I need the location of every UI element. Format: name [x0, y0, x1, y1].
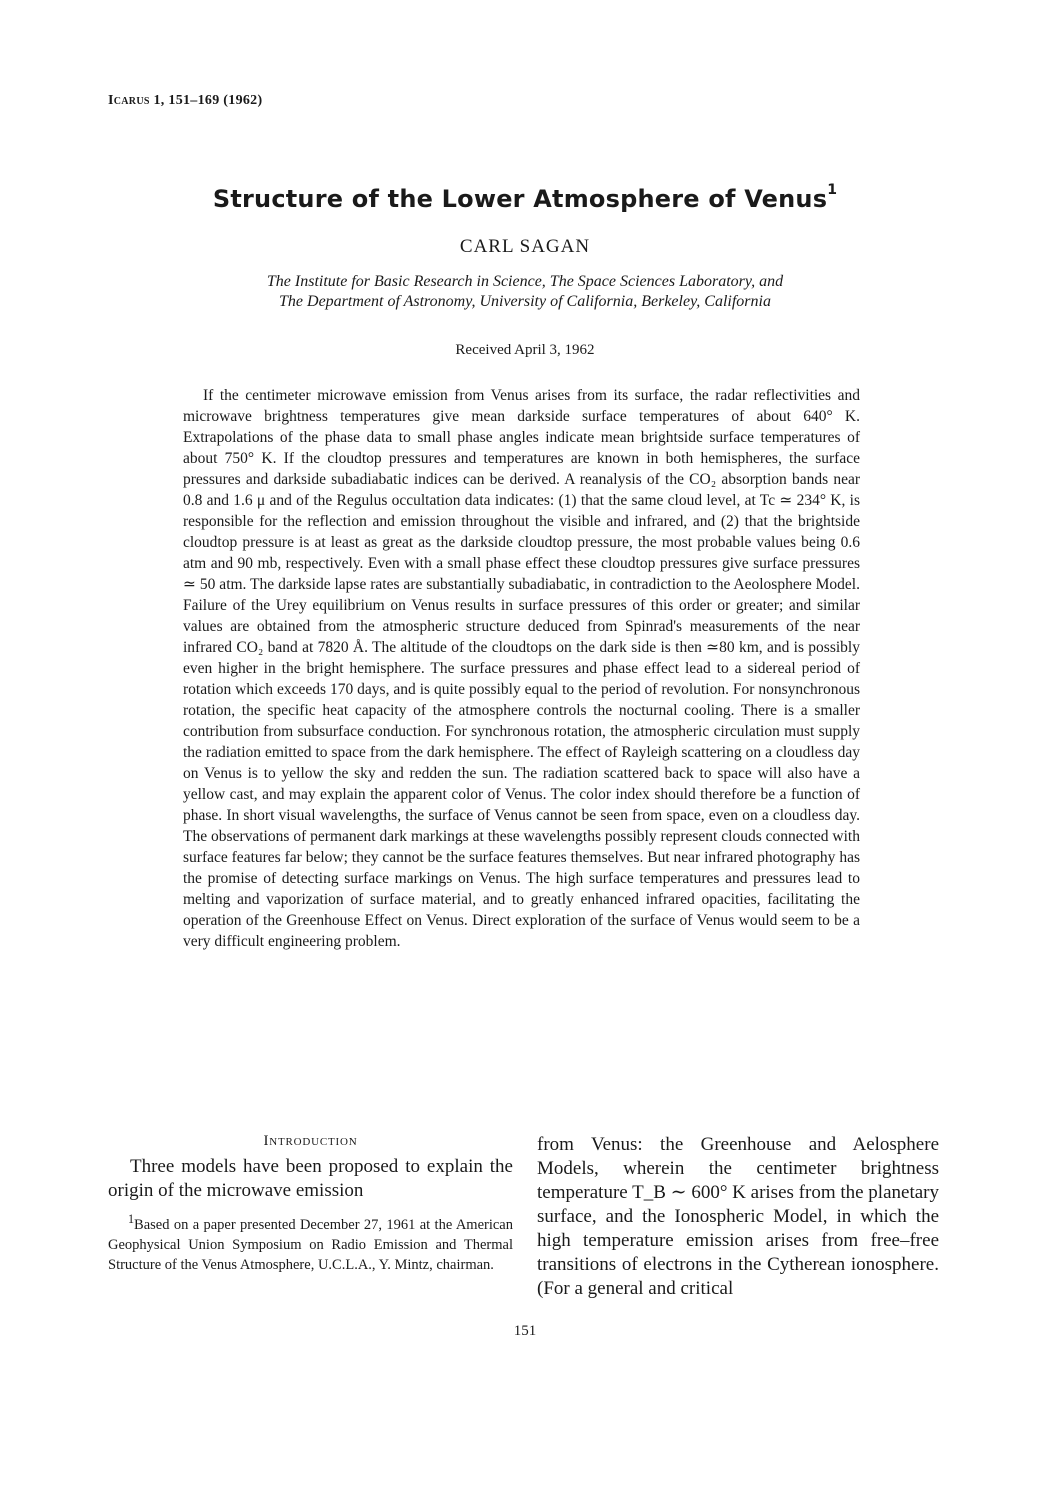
introduction-text-left: Three models have been proposed to explain the origin of the microwave emission [108, 1156, 513, 1201]
introduction-text-right: from Venus: the Greenhouse and Aelosphere Models, wherein the centimeter brightness temperature T_B ∼ 600° K arises from the planetary surface, and the Ionospheric Model, in which the high temperature emission arises from free–free transitions of electrons in the Cytherean ionosphere. (For a general and critical [537, 1134, 939, 1299]
received-date: Received April 3, 1962 [455, 342, 595, 358]
affiliation-line-2: The Department of Astronomy, University of California, Berkeley, California [279, 293, 771, 310]
author-name: CARL SAGAN [459, 236, 591, 257]
footnote-text: Based on a paper presented December 27, 1961 at the American Geophysical Union Symposium on Radio Emission and Thermal Structure of the Venus Atmosphere, U.C.L.A., Y. Mintz, chairman. [108, 1216, 513, 1273]
footnote [108, 1209, 513, 1275]
page-number: 151 [513, 1323, 537, 1339]
left-column [108, 1133, 513, 1275]
affiliation [0, 272, 1050, 312]
affiliation-line-1: The Institute for Basic Research in Science, The Space Sciences Laboratory, and [266, 273, 784, 290]
article-title-block [0, 182, 1050, 213]
journal-citation: 1, 151–169 (1962) [149, 93, 263, 108]
introduction-heading: Introduction [263, 1133, 358, 1149]
footnote-mark: 1 [128, 1212, 135, 1226]
article-title: Structure of the Lower Atmosphere of Venus [212, 185, 828, 213]
right-column [537, 1133, 939, 1301]
abstract: If the centimeter microwave emission from Venus arises from its surface, the radar reflectivities and microwave brightness temperatures give mean darkside surface temperatures of about 640° K. Extrapolations of the phase data to small phase angles indicate mean brightside surface temperatures of about 750° K. If the cloudtop pressures and temperatures are known in both hemispheres, the surface pressures and darkside subadiabatic indices can be derived. A reanalysis of the CO₂ absorption bands near 0.8 and 1.6 μ and of the Regulus occultation data indicates: (1) that the same cloud level, at Tc ≃ 234° K, is responsible for the reflection and emission throughout the visible and infrared, and (2) that the brightside cloudtop pressure is at least as great as the darkside cloudtop pressure, the most probable values being 0.6 atm and 90 mb, respectively. Even with a small phase effect these cloudtop pressures give surface pressures ≃ 50 atm. The darkside lapse rates are substantially subadiabatic, in contradiction to the Aeolosphere Model. Failure of the Urey equilibrium on Venus results in surface pressures of this order or greater; and similar values are obtained from the atmospheric structure deduced from Spinrad's measurements of the near infrared CO₂ band at 7820 Å. The altitude of the cloudtops on the dark side is then ≃80 km, and is possibly even higher in the bright hemisphere. The surface pressures and phase effect lead to a sidereal period of rotation which exceeds 170 days, and is quite possibly equal to the period of revolution. For nonsynchronous rotation, the specific heat capacity of the atmosphere controls the nocturnal cooling. There is a smaller contribution from subsurface conduction. For synchronous rotation, the atmospheric circulation must supply the radiation emitted to space from the dark hemisphere. The effect of Rayleigh scattering on a cloudless day on Venus is to yellow the sky and redden the sun. The radiation scattered back to space will also have a yellow cast, and may explain the apparent color of Venus. The color index should therefore be a function of phase. In short visual wavelengths, the surface of Venus cannot be seen from space, even on a cloudless day. The observations of permanent dark markings at these wavelengths possibly represent clouds connected with surface features far below; they cannot be the surface features themselves. But near infrared photography has the promise of detecting surface markings on Venus. The high surface temperatures and pressures lead to melting and vaporization of surface material, and to greatly enhanced infrared opacities, facilitating the operation of the Greenhouse Effect on Venus. Direct exploration of the surface of Venus would seem to be a very difficult engineering problem. [183, 387, 860, 950]
journal-name: Icarus [108, 93, 150, 108]
journal-reference [108, 93, 262, 109]
title-footnote-mark: 1 [827, 182, 838, 198]
